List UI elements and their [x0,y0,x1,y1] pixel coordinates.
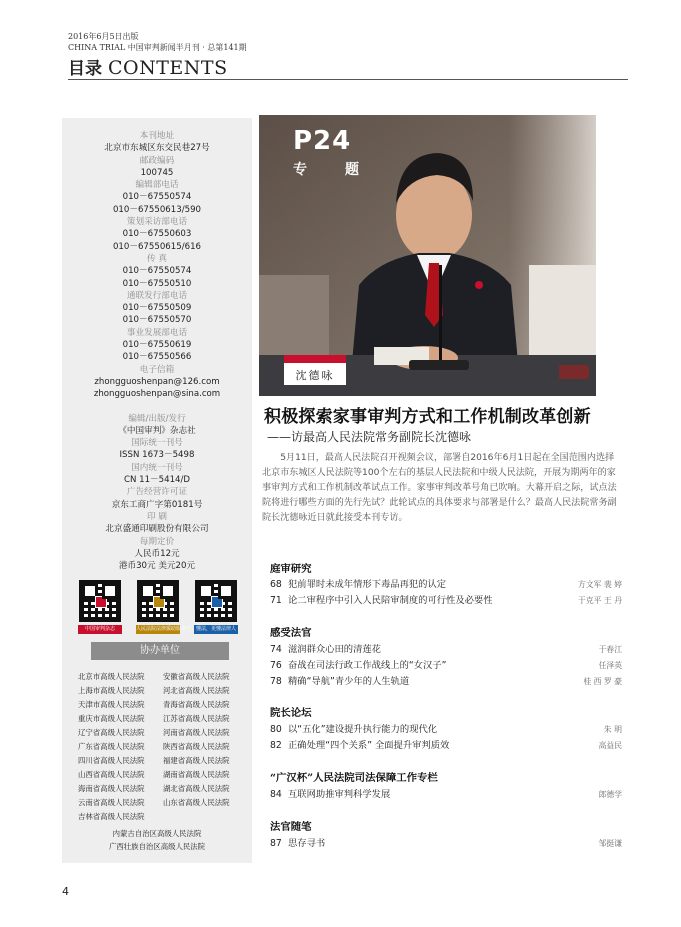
page-title [68,54,228,78]
toc-item[interactable] [270,835,622,849]
toc-item[interactable] [270,641,622,655]
toc-article-title: 互联网助推审判科学发展 [288,789,391,800]
publish-label: 每期定价 [139,536,175,547]
feature-photo[interactable] [259,115,596,396]
toc-article-title: 精确“导航”青少年的人生轨道 [288,676,410,687]
masthead-info [62,118,252,572]
feature-subtitle: ——访最高人民法院常务副院长沈德咏 [267,430,472,444]
toc-author: 郎德学 [598,790,622,799]
court-name: 河北省高级人民法院 [163,686,230,695]
qr-code-wechat[interactable] [78,580,122,638]
court-row [78,768,248,782]
info-value: 010－67550574 [122,192,192,203]
court-name: 内蒙古自治区高级人民法院 [112,829,202,838]
issue-date: 2016年6月5日出版 [68,32,139,41]
court-name: 吉林省高级人民法院 [78,812,145,821]
court-name: 湖北省高级人民法院 [163,784,230,793]
nameplate-text: 沈德咏 [295,369,335,382]
email-value: zhongguoshenpan@sina.com [93,389,221,400]
email-value: zhongguoshenpan@126.com [94,376,220,387]
court-row [78,782,248,796]
info-label: 通联发行部电话 [126,290,188,301]
info-label: 电子信箱 [139,364,175,375]
coop-courts-extra [62,827,252,853]
court-name [163,810,248,824]
publish-label: 国内统一刊号 [131,462,183,473]
court-row [78,810,248,824]
qr-code-service[interactable] [136,580,192,638]
court-name: 陕西省高级人民法院 [163,742,230,751]
court-name: 海南省高级人民法院 [78,784,145,793]
publish-label: 印 刷 [147,511,167,522]
toc-author: 于克平 王 丹 [578,596,622,605]
toc-article-title: 正确处理“四个关系” 全面提升审判质效 [288,740,450,751]
spacer [62,401,252,413]
court-row [78,698,248,712]
court-name: 福建省高级人民法院 [163,756,230,765]
info-value: 北京市东城区东交民巷27号 [104,143,210,154]
info-value: 100745 [140,167,174,178]
info-label: 本刊地址 [139,131,175,141]
info-label: 邮政编码 [139,155,175,166]
toc-author: 方文军 裴 婷 [578,580,622,589]
court-name: 重庆市高级人民法院 [78,714,145,723]
qr-code-weibo[interactable] [194,580,238,638]
qr-caption: 人民法院法律援助服务号 [136,626,192,632]
publish-label: 国际统一刊号 [131,438,183,449]
publish-label: 广告经营许可证 [126,487,188,498]
toc-article-title: 以“五化”建设提升执行能力的现代化 [288,724,438,735]
interview-photo-illustration [259,115,596,396]
court-name: 北京市高级人民法院 [78,672,145,681]
publish-value: ISSN 1673－5498 [119,450,195,461]
court-name: 广东省高级人民法院 [78,742,145,751]
publish-label: 编辑/出版/发行 [128,413,186,424]
info-value: 010－67550566 [122,352,192,363]
qr-logo [95,596,107,608]
toc-page-number: 71 [270,595,282,606]
toc-page-number: 78 [270,676,282,687]
magazine-issue-line: CHINA TRIAL 中国审判新闻半月刊 · 总第141期 [68,43,247,52]
toc-author: 于春江 [598,645,622,654]
info-label: 策划采访部电话 [126,217,188,228]
info-value: 010－67550570 [122,315,192,326]
qr-code-icon [137,580,179,622]
page-title-cn: 目录 [68,59,102,79]
court-name: 山西省高级人民法院 [78,770,145,779]
qr-caption: 懂法，更懂法律人 [195,626,236,632]
toc-author: 朱 明 [603,725,622,734]
toc-author: 桂 西 罗 豪 [583,677,622,686]
toc-page-number: 84 [270,789,282,800]
publish-value: 京东工商广字第0181号 [111,499,203,510]
publish-value: 北京盛通印刷股份有限公司 [105,524,209,535]
info-value: 010－67550619 [122,340,192,351]
toc-page-number: 74 [270,644,282,655]
toc-article-title: 思存寻书 [288,838,326,849]
court-name: 辽宁省高级人民法院 [78,728,145,737]
toc-section-heading: 法官随笔 [270,821,312,833]
info-value: 010－67550509 [122,303,192,314]
toc-section-heading: 庭审研究 [270,563,312,575]
court-name: 天津市高级人民法院 [78,700,145,709]
qr-caption: 中国审判杂志 [78,625,122,634]
tag-label: 专 题 [293,162,371,178]
feature-title[interactable]: 积极探索家事审判方式和工作机制改革创新 [264,407,591,427]
page-number: 4 [62,885,69,898]
court-row [78,796,248,810]
spacer [62,118,252,130]
toc-page-number: 68 [270,579,282,590]
toc-item[interactable] [270,673,622,687]
toc-item[interactable] [270,786,622,800]
toc-author: 任泽英 [598,661,622,670]
court-name: 青海省高级人民法院 [163,700,230,709]
info-label: 事业发展部电话 [126,327,188,338]
court-name: 河南省高级人民法院 [163,728,230,737]
toc-page-number: 87 [270,838,282,849]
publish-value: 港币30元 美元20元 [118,561,196,572]
info-label: 编辑部电话 [135,180,179,191]
court-row [78,712,248,726]
toc-page-number: 80 [270,724,282,735]
info-value: 010－67550510 [122,278,192,289]
toc-item[interactable] [270,737,622,751]
qr-code-icon [195,580,237,622]
qr-code-icon [79,580,121,622]
toc-section-heading: 院长论坛 [270,707,312,719]
court-row [78,726,248,740]
toc-article-title: 奋战在司法行政工作战线上的“女汉子” [288,660,447,671]
info-value: 010－67550613/590 [112,204,202,215]
toc-item[interactable] [270,721,622,735]
court-name: 山东省高级人民法院 [163,798,230,807]
qr-logo [211,596,223,608]
publish-value: 人民币12元 [134,548,180,559]
toc-item[interactable] [270,657,622,671]
coop-heading: 协办单位 [91,642,229,660]
court-name: 上海市高级人民法院 [78,686,145,695]
header-divider [68,79,628,80]
court-row [78,670,248,684]
qr-code-row [78,580,238,638]
toc-page-number: 76 [270,660,282,671]
info-label: 传 真 [147,253,167,264]
court-name: 四川省高级人民法院 [78,756,145,765]
publish-value: 《中国审判》杂志社 [118,425,196,436]
toc-article-title: 犯前罪时未成年情形下毒品再犯的认定 [288,579,447,590]
court-name: 江苏省高级人民法院 [163,714,230,723]
feature-summary: 5月11日，最高人民法院召开视频会议，部署自2016年6月1日起在全国范围内选择北京市东城区人民法院等100个左右的基层人民法院和中级人民法院，开展为期两年的家事审判方式和工作机制改革试点工作。家事审判改革号角已吹响。大幕开启之际，试点法院将进行哪些方面的先行先试？此轮试点的具体要求与部署是什么？最高人民法院常务副院长沈德咏近日就此接受本刊专访。 [262,453,617,523]
masthead-panel [62,118,252,863]
qr-logo [153,596,165,608]
toc-section-heading: 感受法官 [270,627,312,639]
info-value: 010－67550574 [122,266,192,277]
court-name: 安徽省高级人民法院 [163,672,230,681]
toc-article-title: 滋润群众心田的清莲花 [288,644,381,655]
toc-page-number: 82 [270,740,282,751]
coop-courts-list [78,670,248,824]
publish-value: CN 11－5414/D [123,475,191,486]
court-name: 云南省高级人民法院 [78,798,145,807]
court-name: 湖南省高级人民法院 [163,770,230,779]
page-title-en: CONTENTS [108,57,228,79]
court-row [78,754,248,768]
court-row [78,740,248,754]
toc-item[interactable] [270,576,622,590]
toc-author: 高益民 [598,741,622,750]
info-value: 010－67550615/616 [112,241,202,252]
toc-article-title: 论二审程序中引入人民陪审制度的可行性及必要性 [288,595,493,606]
court-row [78,684,248,698]
toc-item[interactable] [270,592,622,606]
toc-author: 邹挺谦 [598,839,622,848]
toc-section-heading: “广汉杯”人民法院司法保障工作专栏 [270,772,438,784]
info-value: 010－67550603 [122,229,192,240]
court-name: 广西壮族自治区高级人民法院 [108,842,206,851]
page-tag: P24 [293,126,352,156]
